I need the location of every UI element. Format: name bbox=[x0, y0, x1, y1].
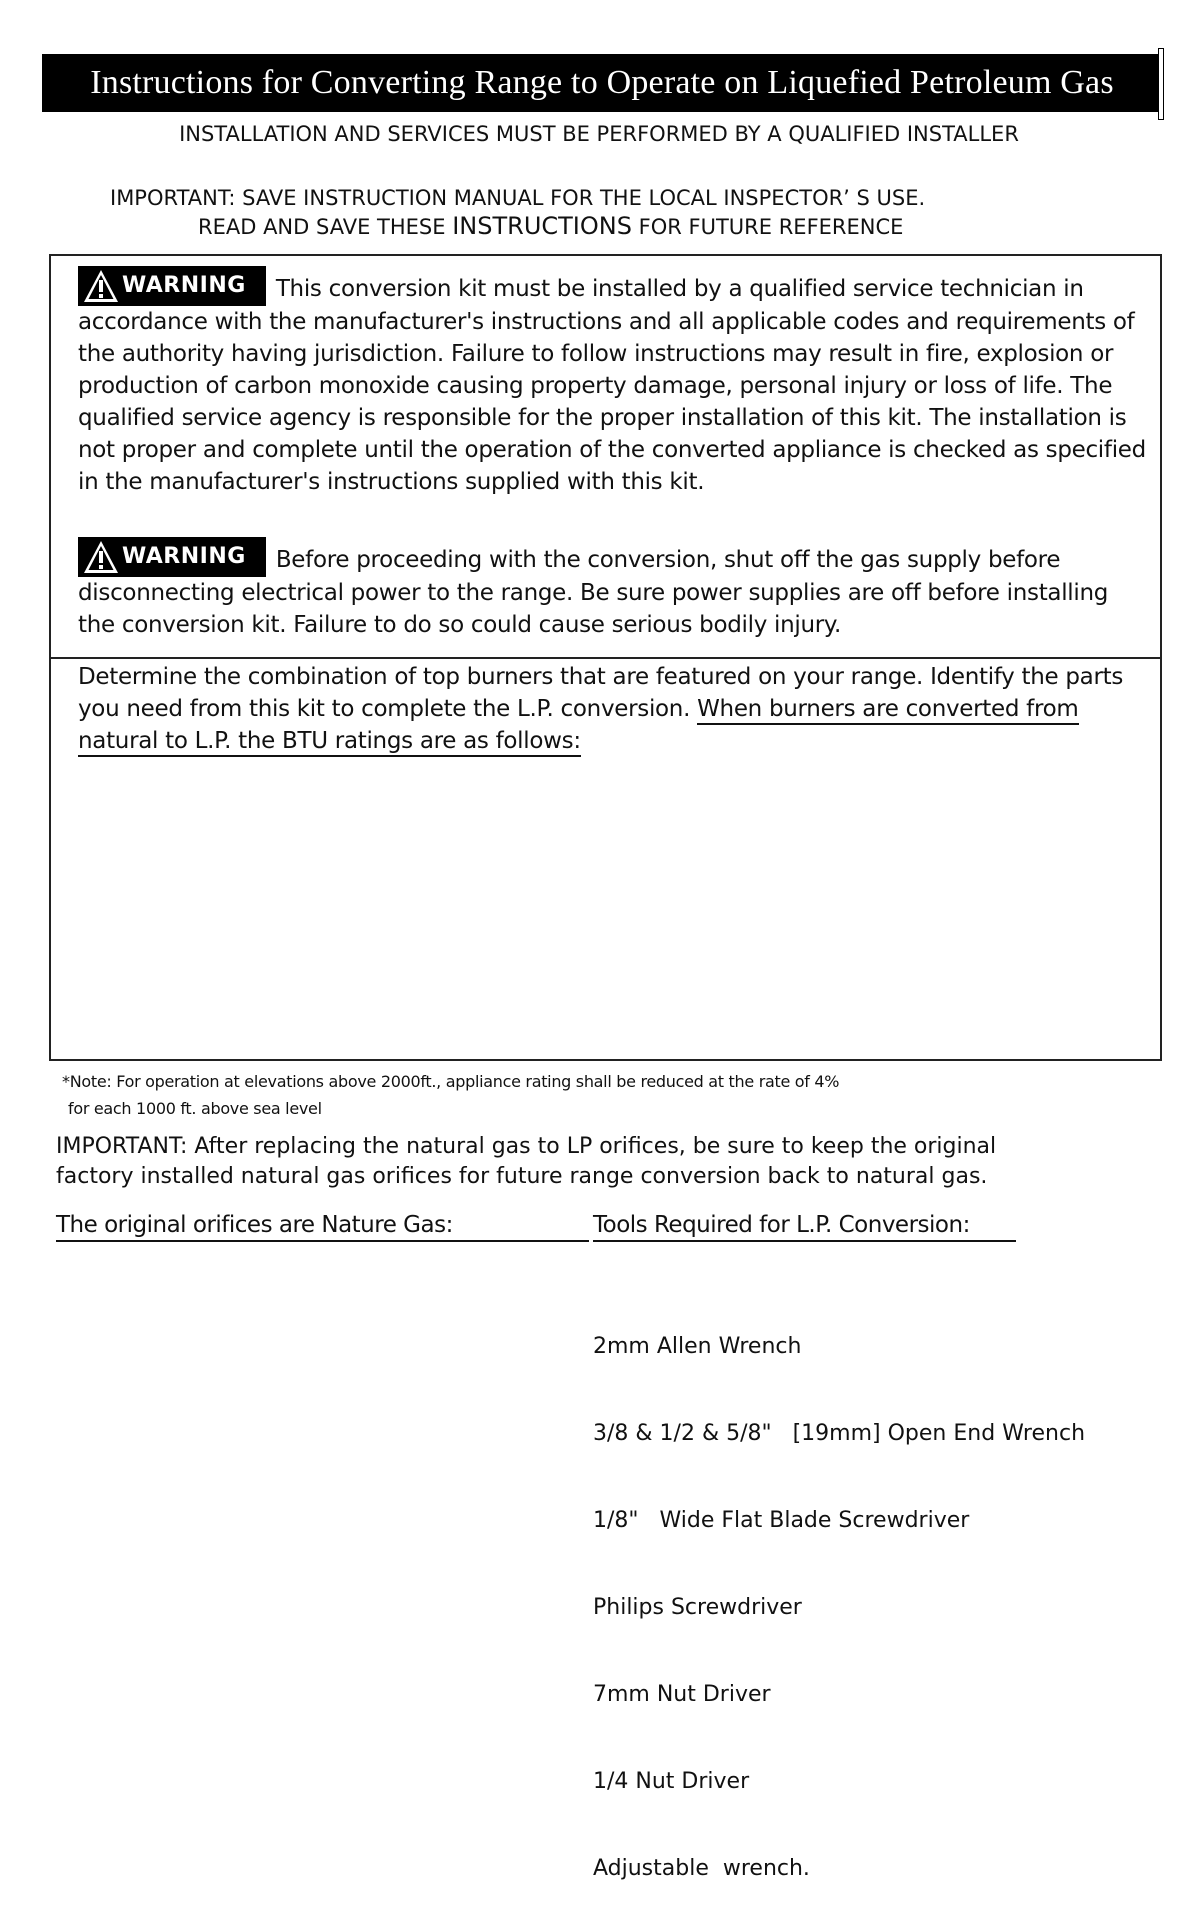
title-bar-edge bbox=[1158, 48, 1164, 120]
btu-ratings-paragraph bbox=[78, 661, 1138, 757]
installer-note: INSTALLATION AND SERVICES MUST BE PERFORMED BY A QUALIFIED INSTALLER bbox=[179, 122, 1019, 146]
tool-item: Philips Screwdriver bbox=[593, 1595, 802, 1620]
warning-badge bbox=[78, 537, 266, 577]
tool-item: 2mm Allen Wrench bbox=[593, 1334, 802, 1359]
warning-triangle-icon bbox=[82, 268, 120, 304]
tools-heading: Tools Required for L.P. Conversion: bbox=[593, 1212, 1016, 1242]
page-title: Instructions for Converting Range to Operate on Liquefied Petroleum Gas bbox=[42, 54, 1162, 112]
warning-badge-label: WARNING bbox=[122, 273, 246, 298]
warning-paragraph-2 bbox=[78, 537, 1148, 641]
warning-badge-label: WARNING bbox=[122, 544, 246, 569]
tool-item: 1/8" Wide Flat Blade Screwdriver bbox=[593, 1508, 970, 1533]
tools-list bbox=[593, 1274, 1085, 1912]
warning-badge bbox=[78, 266, 266, 306]
original-orifices-heading: The original orifices are Nature Gas: bbox=[56, 1212, 589, 1242]
tool-item: 3/8 & 1/2 & 5/8" [19mm] Open End Wrench bbox=[593, 1421, 1086, 1446]
tool-item: Adjustable wrench. bbox=[593, 1856, 810, 1881]
btu-ratings-box bbox=[49, 657, 1162, 1061]
important-save-note: IMPORTANT: SAVE INSTRUCTION MANUAL FOR THE LOCAL INSPECTOR’ S USE. bbox=[110, 186, 926, 210]
read-save-prefix: READ AND SAVE THESE bbox=[198, 215, 446, 239]
btu-ratings-underlined: When burners are converted from natural to L.P. the BTU ratings are as follows: bbox=[78, 696, 1079, 757]
important-orifice-line-2: factory installed natural gas orifices for future range conversion back to natural gas. bbox=[56, 1164, 988, 1189]
warning-text-2: Before proceeding with the conversion, shut off the gas supply before disconnecting electrical power to the range. Be sure power supplies are off before installing the conversion kit. Failure to do so could cause serious bodily injury. bbox=[78, 547, 1109, 638]
warning-triangle-icon bbox=[82, 539, 120, 575]
tool-item: 7mm Nut Driver bbox=[593, 1682, 771, 1707]
btu-ratings-intro: Determine the combination of top burners that are featured on your range. Identify the parts you need from this kit to complete the L.P. conversion. bbox=[78, 664, 1124, 722]
read-save-emphasis: INSTRUCTIONS bbox=[452, 212, 632, 240]
elevation-note-line-2: for each 1000 ft. above sea level bbox=[68, 1099, 322, 1118]
warning-text-1: This conversion kit must be installed by a qualified service technician in accordance with the manufacturer's instructions and all applicable codes and requirements of the authority having jurisdiction. Failure to follow instructions may result in fire, explosion or production of carbon monoxide causing property damage, personal injury or loss of life. The qualified service agency is responsible for the proper installation of this kit. The installation is not proper and complete until the operation of the converted appliance is checked as specified in the manufacturer's instructions supplied with this kit. bbox=[78, 276, 1146, 495]
read-save-note bbox=[198, 212, 903, 240]
warning-box bbox=[49, 254, 1162, 659]
important-orifice-line-1: IMPORTANT: After replacing the natural gas to LP orifices, be sure to keep the original bbox=[56, 1134, 997, 1159]
elevation-note-line-1: *Note: For operation at elevations above 2000ft., appliance rating shall be reduced at the rate of 4% bbox=[62, 1072, 840, 1091]
warning-paragraph-1 bbox=[78, 266, 1148, 498]
read-save-suffix: FOR FUTURE REFERENCE bbox=[638, 215, 904, 239]
important-orifice-note bbox=[56, 1132, 996, 1192]
tool-item: 1/4 Nut Driver bbox=[593, 1769, 750, 1794]
